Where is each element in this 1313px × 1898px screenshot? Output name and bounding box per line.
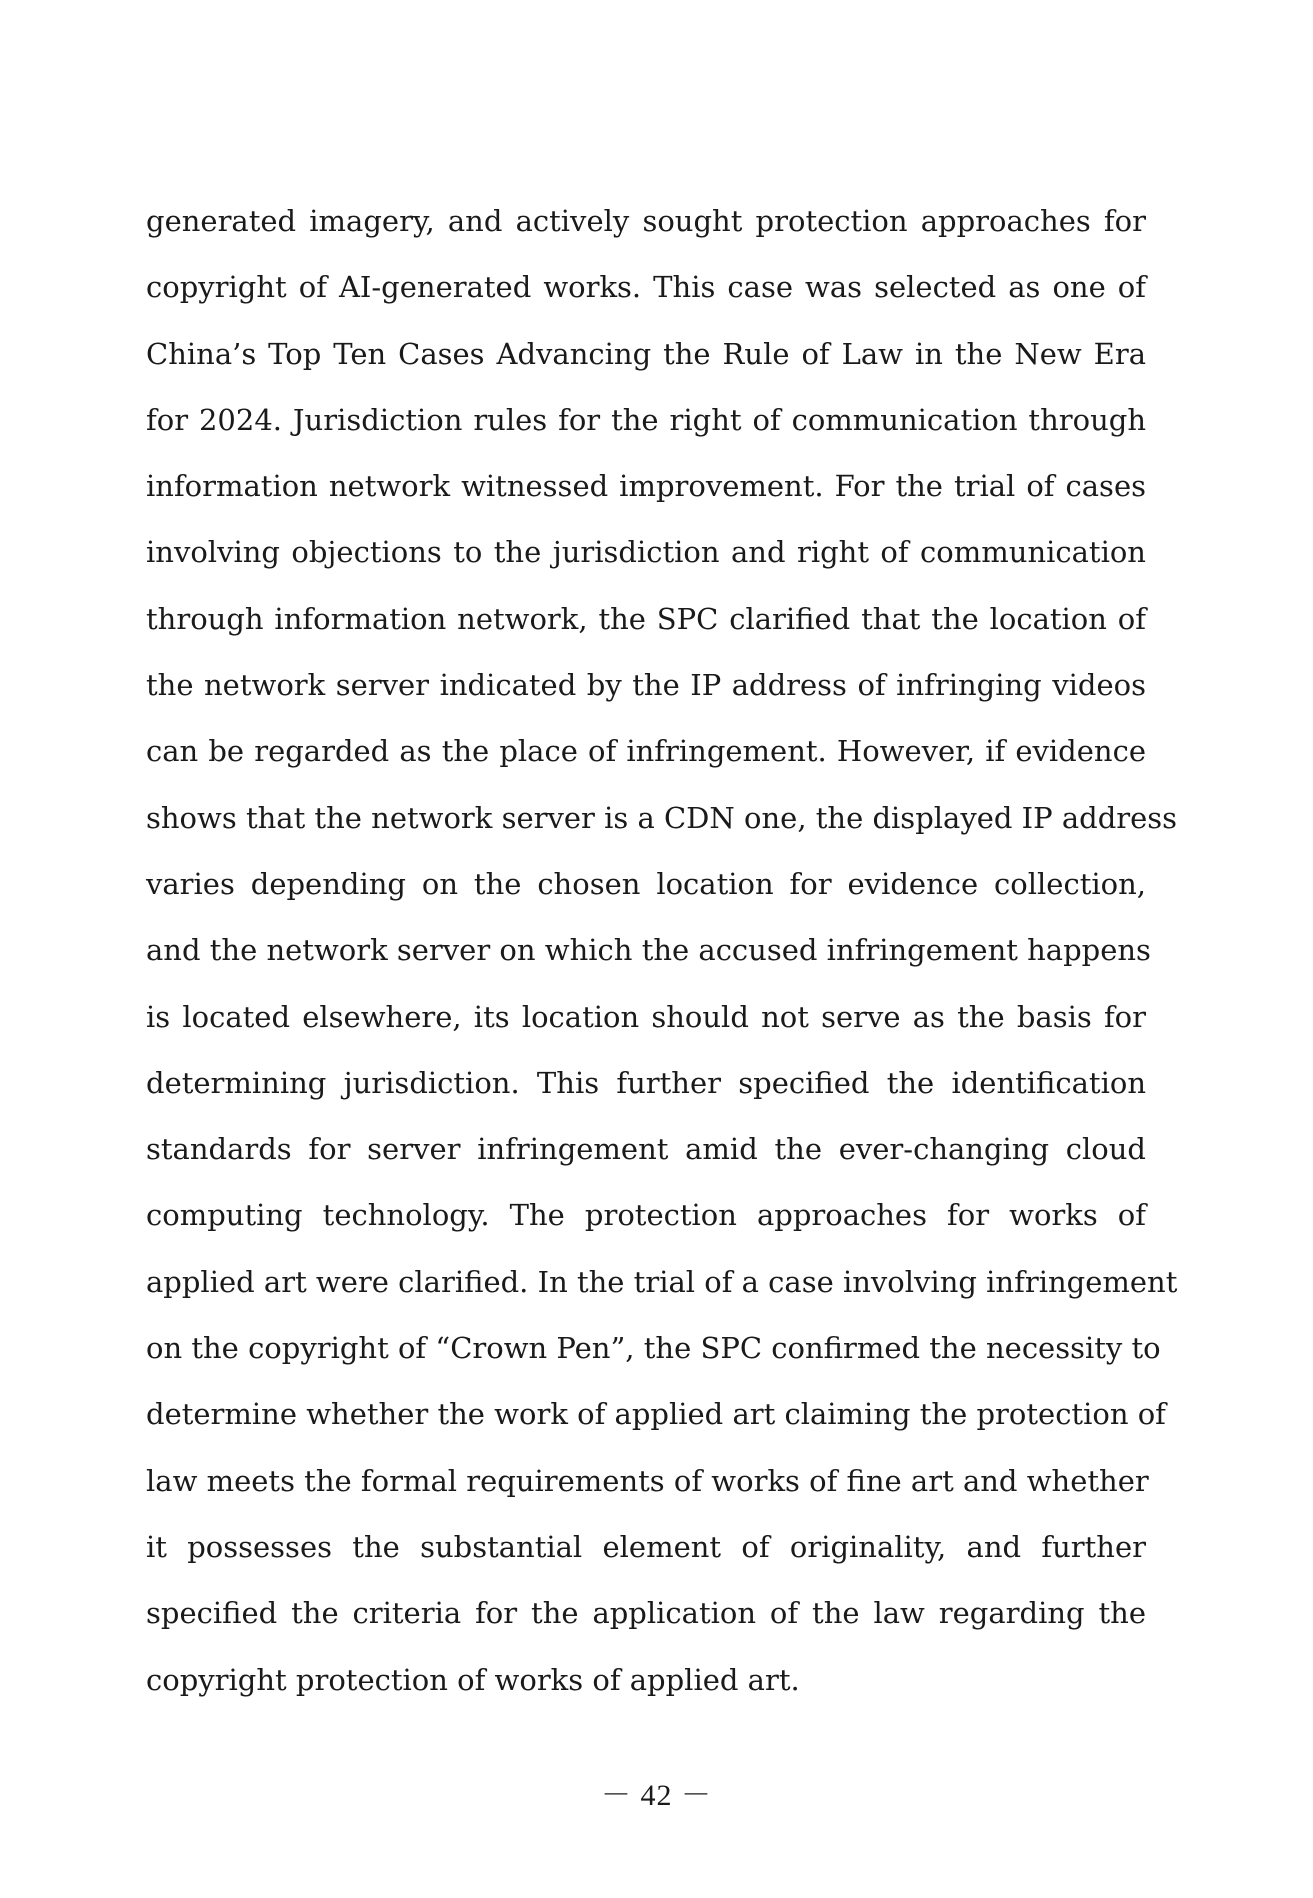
text-line: determine whether the work of applied art claiming the protection of [146, 1397, 1166, 1432]
page-number: － 42 － [601, 1779, 712, 1812]
text-line: computing technology. The protection approaches for works of [146, 1198, 1146, 1233]
text-line: the network server indicated by the IP address of infringing videos [146, 668, 1146, 703]
text-line: specified the criteria for the application of the law regarding the [146, 1596, 1146, 1631]
text-line: China’s Top Ten Cases Advancing the Rule of Law in the New Era [146, 336, 1146, 371]
text-line: and the network server on which the accused infringement happens [146, 933, 1151, 968]
text-line: varies depending on the chosen location for evidence collection, [146, 866, 1146, 901]
text-line: determining jurisdiction. This further specified the identification [146, 1065, 1146, 1100]
text-line: shows that the network server is a CDN one, the displayed IP address [146, 800, 1178, 835]
body-paragraph [146, 188, 1178, 1713]
text-line: standards for server infringement amid the ever-changing cloud [146, 1132, 1146, 1167]
text-line: information network witnessed improvement. For the trial of cases [146, 469, 1146, 504]
text-line: involving objections to the jurisdiction and right of communication [146, 535, 1146, 570]
text-line: on the copyright of “Crown Pen”, the SPC confirmed the necessity to [146, 1331, 1161, 1366]
text-line: copyright protection of works of applied art. [146, 1662, 800, 1697]
text-line: applied art were clarified. In the trial of a case involving infringement [146, 1264, 1178, 1299]
text-line: copyright of AI-generated works. This case was selected as one of [146, 270, 1146, 305]
text-line: law meets the formal requirements of works of fine art and whether [146, 1463, 1149, 1498]
text-line: for 2024. Jurisdiction rules for the right of communication through [146, 402, 1146, 437]
text-line: it possesses the substantial element of originality, and further [146, 1529, 1146, 1564]
text-line: generated imagery, and actively sought protection approaches for [146, 204, 1146, 238]
text-line: is located elsewhere, its location should not serve as the basis for [146, 999, 1146, 1034]
text-line: through information network, the SPC clarified that the location of [146, 601, 1146, 636]
text-line: can be regarded as the place of infringement. However, if evidence [146, 734, 1146, 769]
